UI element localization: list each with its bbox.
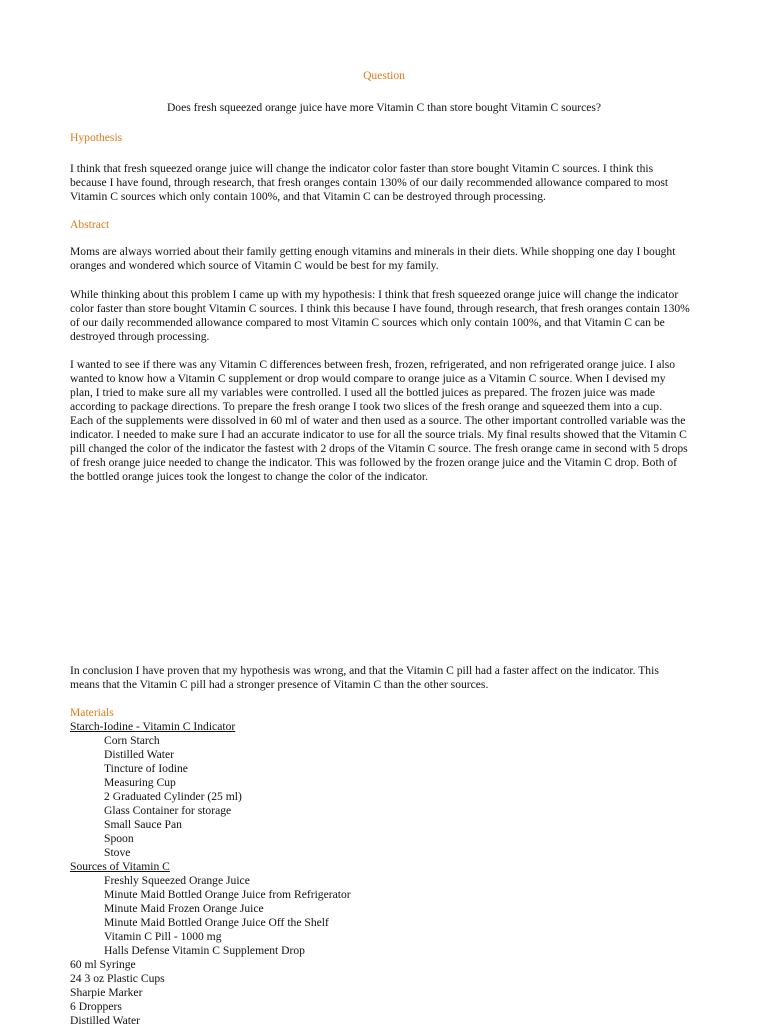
text-line: color faster than store bought Vitamin C sources. I think this because I have found, through research, that fresh oranges contain 130%	[70, 302, 690, 315]
text-line: While thinking about this problem I came up with my hypothesis: I think that fresh squeezed orange juice will change the indicator	[70, 288, 679, 301]
list-item: Distilled Water	[104, 748, 175, 761]
list-item: Spoon	[104, 832, 134, 845]
list-item: Halls Defense Vitamin C Supplement Drop	[104, 944, 305, 957]
list-item: 24 3 oz Plastic Cups	[70, 972, 165, 985]
question-text: Does fresh squeezed orange juice have more Vitamin C than store bought Vitamin C sources?	[166, 101, 602, 114]
list-item: Distilled Water	[70, 1014, 141, 1027]
list-item: Vitamin C Pill - 1000 mg	[104, 930, 222, 943]
text-line: pill changed the color of the indicator the fastest with 2 drops of the Vitamin C source. The fresh orange came in second with 5 drops	[70, 442, 688, 455]
text-line: of fresh orange juice needed to change the indicator. This was followed by the frozen orange juice and the Vitamin C drop. Both of	[70, 456, 678, 469]
text-line: of our daily recommended allowance compared to most Vitamin C sources which only contain 100%, and that Vitamin C can be	[70, 316, 665, 329]
list-item: Small Sauce Pan	[104, 818, 182, 831]
text-line: Vitamin C sources which only contain 100%, and that Vitamin C can be destroyed through processing.	[70, 190, 546, 203]
text-line: wanted to know how a Vitamin C supplement or drop would compare to orange juice as a Vitamin C source. When I devised my	[70, 372, 666, 385]
list-item: Minute Maid Bottled Orange Juice Off the Shelf	[104, 916, 329, 929]
abstract-paragraph-3	[70, 358, 700, 484]
text-line: according to package directions. To prepare the fresh orange I took two slices of the fresh orange and squeezed them into a cup.	[70, 400, 662, 413]
text-line: Moms are always worried about their family getting enough vitamins and minerals in their diets. While shopping one day I bought	[70, 245, 676, 258]
materials-list	[70, 720, 700, 1028]
list-item: Glass Container for storage	[104, 804, 232, 817]
text-line: I think that fresh squeezed orange juice will change the indicator color faster than store bought Vitamin C sources. I think this	[70, 162, 654, 175]
text-line: In conclusion I have proven that my hypothesis was wrong, and that the Vitamin C pill had a faster affect on the indicator. This	[70, 664, 659, 677]
hypothesis-paragraph	[70, 162, 700, 204]
question-heading: Question	[363, 69, 405, 82]
list-item: Measuring Cup	[104, 776, 176, 789]
abstract-heading: Abstract	[70, 218, 110, 231]
list-item: Corn Starch	[104, 734, 160, 747]
text-line: oranges and wondered which source of Vitamin C would be best for my family.	[70, 259, 439, 272]
list-item: Freshly Squeezed Orange Juice	[104, 874, 250, 887]
list-item: 60 ml Syringe	[70, 958, 136, 971]
list-item: 2 Graduated Cylinder (25 ml)	[104, 790, 242, 803]
text-line: I wanted to see if there was any Vitamin C differences between fresh, frozen, refrigerated, and non refrigerated orange juice. I also	[70, 358, 676, 371]
text-line: Each of the supplements were dissolved in 60 ml of water and then used as a source. The other important controlled variable was the	[70, 414, 686, 427]
list-item: Stove	[104, 846, 131, 859]
indicator-subheading: Starch-Iodine - Vitamin C Indicator	[70, 720, 236, 733]
text-line: plan, I tried to make sure all my variables were controlled. I used all the bottled juices as prepared. The frozen juice was made	[70, 386, 656, 399]
text-line: the bottled orange juices took the longest to change the color of the indicator.	[70, 470, 429, 483]
list-item: 6 Droppers	[70, 1000, 122, 1013]
text-line: destroyed through processing.	[70, 330, 210, 343]
text-line: means that the Vitamin C pill had a stronger presence of Vitamin C than the other sources.	[70, 678, 489, 691]
abstract-paragraph-2	[70, 288, 700, 344]
materials-heading: Materials	[70, 706, 114, 719]
text-line: because I have found, through research, that fresh oranges contain 130% of our daily recommended allowance compared to most	[70, 176, 669, 189]
list-item: Minute Maid Bottled Orange Juice from Refrigerator	[104, 888, 351, 901]
text-line: indicator. I needed to make sure I had an accurate indicator to use for all the source trials. My final results showed that the Vitamin C	[70, 428, 687, 441]
list-item: Minute Maid Frozen Orange Juice	[104, 902, 264, 915]
list-item: Sharpie Marker	[70, 986, 143, 999]
sources-subheading: Sources of Vitamin C	[70, 860, 170, 873]
list-item: Tincture of Iodine	[104, 762, 188, 775]
hypothesis-heading: Hypothesis	[70, 131, 123, 144]
abstract-paragraph-1	[70, 245, 700, 273]
abstract-paragraph-4	[70, 664, 700, 692]
